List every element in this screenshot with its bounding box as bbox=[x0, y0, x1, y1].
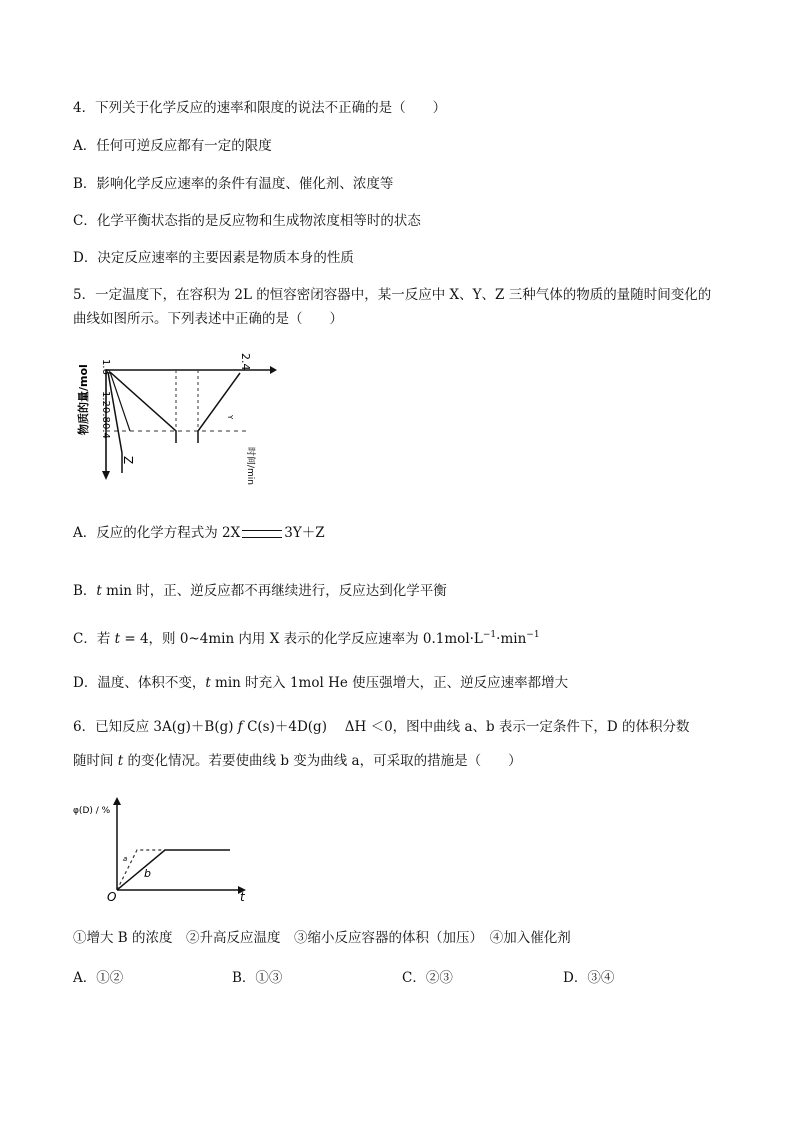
q5-option-c-sup2: −1 bbox=[526, 630, 540, 640]
q5-option-c-sup1: −1 bbox=[482, 630, 497, 640]
q5-figure bbox=[70, 345, 280, 485]
q5-tick-2-4: 2.4 bbox=[239, 353, 252, 371]
q6-origin-label: O bbox=[107, 890, 117, 904]
q6-figure bbox=[70, 795, 255, 910]
q6-stem-line2-a: 随时间 bbox=[73, 753, 118, 769]
q4-option-d: D．决定反应速率的主要因素是物质本身的性质 bbox=[73, 250, 354, 266]
q5-tick-1-2: 1.2 bbox=[100, 391, 111, 407]
q5-option-a-suffix: 3Y＋Z bbox=[284, 525, 325, 541]
q6-curve-b-label: b bbox=[144, 867, 151, 880]
q5-option-b-rest: min 时，正、逆反应都不再继续进行，反应达到化学平衡 bbox=[101, 583, 447, 599]
q5-option-d-rest: min 时充入 1mol He 使压强增大，正、逆反应速率都增大 bbox=[210, 675, 569, 691]
q5-option-b-prefix: B． bbox=[73, 583, 97, 599]
q4-option-b: B．影响化学反应速率的条件有温度、催化剂、浓度等 bbox=[73, 176, 394, 192]
q6-stem-line1 bbox=[73, 718, 690, 736]
q5-option-a bbox=[73, 524, 325, 542]
q5-option-c-t: t bbox=[114, 631, 121, 647]
q6-stem-line1-a: 6．已知反应 3A(g)＋B(g) bbox=[73, 719, 238, 735]
q5-curve-y-label: Y bbox=[226, 415, 234, 420]
q4-option-a: A．任何可逆反应都有一定的限度 bbox=[73, 138, 272, 154]
q5-stem-line1: 5．一定温度下，在容积为 2L 的恒容密闭容器中，某一反应中 X、Y、Z 三种气体的物质的量随时间变化的 bbox=[73, 287, 712, 303]
q5-time-axis-label: 时间/min bbox=[245, 447, 255, 485]
equilibrium-sign-icon bbox=[242, 530, 282, 538]
q6-stem-line2-t: t bbox=[117, 753, 124, 769]
q5-tick-0-8: 0.8 bbox=[100, 407, 111, 423]
q6-y-axis-label: φ(D) / % bbox=[73, 806, 111, 816]
q5-option-c bbox=[73, 630, 540, 648]
q5-curve-y bbox=[198, 373, 240, 443]
q5-amount-axis-label: 物质的量/mol bbox=[77, 364, 90, 435]
q5-option-c-unit2: ·min bbox=[496, 631, 527, 647]
q6-stem-line2-b: 的变化情况。若要使曲线 b 变为曲线 a，可采取的措施是（ ） bbox=[123, 753, 522, 769]
q6-option-b: B．①③ bbox=[232, 970, 283, 986]
q5-option-b-t: t bbox=[96, 583, 102, 599]
q6-y-axis-arrow-icon bbox=[113, 797, 121, 805]
q6-option-a: A．①② bbox=[73, 970, 124, 986]
q5-option-d-prefix: D．温度、体积不变， bbox=[73, 675, 206, 691]
q6-measures: ①增大 B 的浓度 ②升高反应温度 ③缩小反应容器的体积（加压） ④加入催化剂 bbox=[73, 930, 571, 946]
q6-stem-line1-f: f bbox=[237, 719, 243, 735]
q5-option-a-prefix: A．反应的化学方程式为 2X bbox=[73, 525, 241, 541]
q5-option-d-t: t bbox=[205, 675, 211, 691]
q6-option-c: C．②③ bbox=[402, 970, 453, 986]
q5-option-d bbox=[73, 674, 568, 692]
q5-tick-0-4: 0.4 bbox=[100, 423, 111, 439]
q5-time-axis-arrow-icon bbox=[270, 366, 277, 374]
q5-option-c-mid: = 4，则 0~4min 内用 X 表示的化学反应速率为 0.1mol·L bbox=[120, 631, 483, 647]
q5-amount-axis-arrow-icon bbox=[102, 471, 110, 480]
q5-option-c-prefix: C．若 bbox=[73, 631, 115, 647]
q5-tick-1-6: 1.6 bbox=[100, 359, 111, 375]
q6-option-d: D．③④ bbox=[563, 970, 615, 986]
q6-curve-a-label: a bbox=[123, 855, 128, 863]
q6-stem-line2 bbox=[73, 752, 522, 770]
q4-option-c: C．化学平衡状态指的是反应物和生成物浓度相等时的状态 bbox=[73, 213, 421, 229]
q4-stem: 4．下列关于化学反应的速率和限度的说法不正确的是（ ） bbox=[73, 100, 447, 116]
q6-stem-line1-b: C(s)＋4D(g) ΔH ＜0，图中曲线 a、b 表示一定条件下，D 的体积分数 bbox=[242, 719, 690, 735]
q5-curve-z-label: Z bbox=[121, 456, 135, 465]
q5-option-b bbox=[73, 582, 447, 600]
q6-x-axis-label: t bbox=[240, 890, 245, 904]
q5-curve-x bbox=[110, 372, 176, 443]
q5-stem-line2: 曲线如图所示。下列表述中正确的是（ ） bbox=[73, 311, 343, 327]
